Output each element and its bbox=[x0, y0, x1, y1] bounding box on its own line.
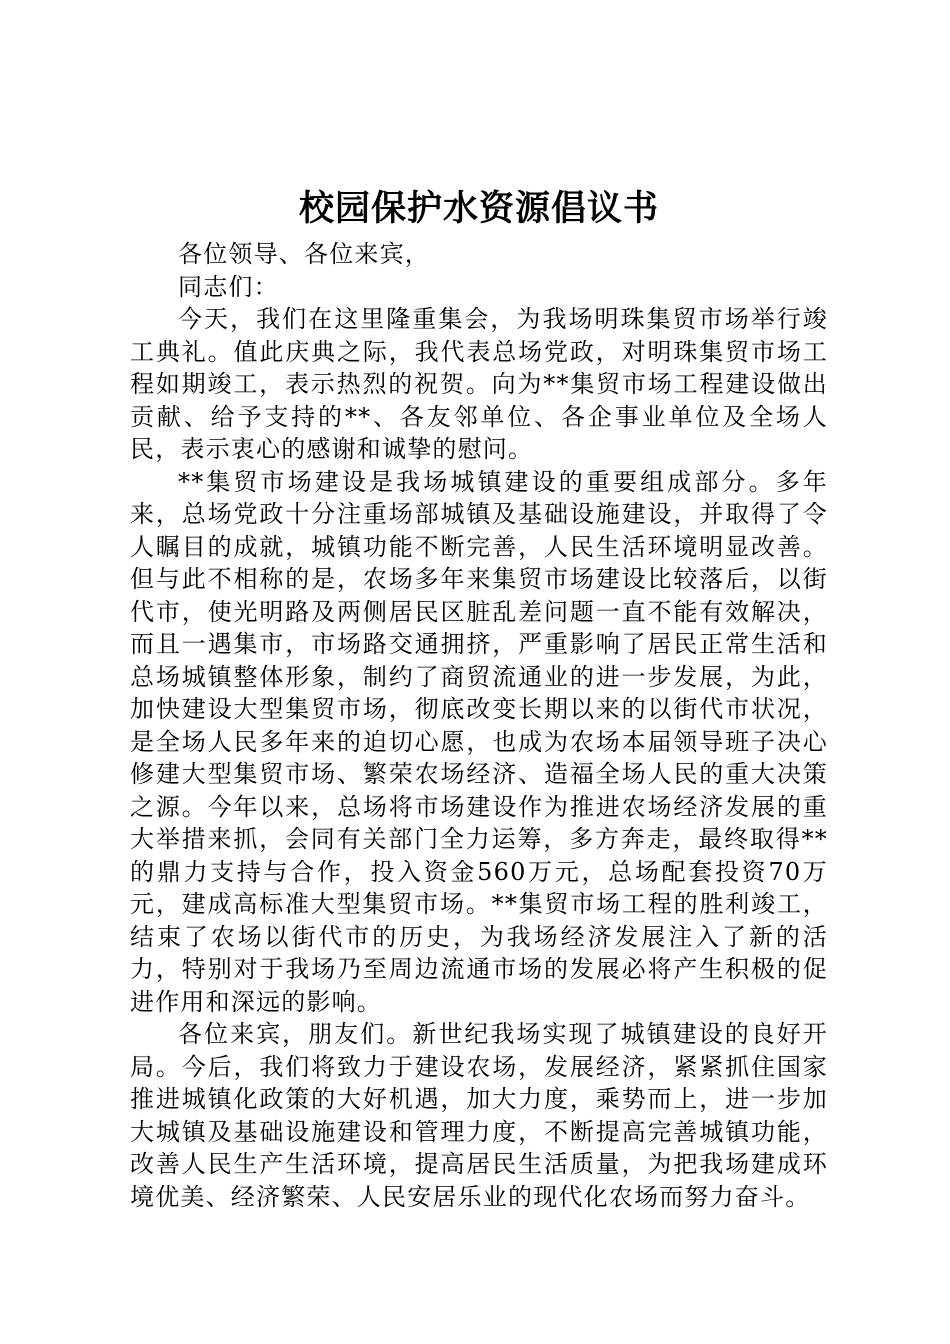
body-paragraph-1: 今天，我们在这里隆重集会，为我场明珠集贸市场举行竣工典礼。值此庆典之际，我代表总场党政，对明珠集贸市场工程如期竣工，表示热烈的祝贺。向为**集贸市场工程建设做出贡献、给予支持的**、各友邻单位、各企事业单位及全场人民，表示衷心的感谢和诚挚的慰问。 bbox=[130, 305, 828, 463]
salutation-line-1: 各位领导、各位来宾， bbox=[178, 240, 430, 268]
salutation-line-2: 同志们： bbox=[178, 272, 279, 301]
body-paragraph-2: **集贸市场建设是我场城镇建设的重要组成部分。多年来，总场党政十分注重场部城镇及基础设施建设，并取得了令人瞩目的成就，城镇功能不断完善，人民生活环境明显改善。但与此不相称的是，农场多年来集贸市场建设比较落后，以街代市，使光明路及两侧居民区脏乱差问题一直不能有效解决，而且一遇集市，市场路交通拥挤，严重影响了居民正常生活和总场城镇整体形象，制约了商贸流通业的进一步发展，为此，加快建设大型集贸市场，彻底改变长期以来的以街代市状况，是全场人民多年来的迫切心愿，也成为农场本届领导班子决心修建大型集贸市场、繁荣农场经济、造福全场人民的重大决策之源。今年以来，总场将市场建设作为推进农场经济发展的重大举措来抓，会同有关部门全力运筹，多方奔走，最终取得**的鼎力支持与合作，投入资金560万元，总场配套投资70万元，建成高标准大型集贸市场。**集贸市场工程的胜利竣工，结束了农场以街代市的历史，为我场经济发展注入了新的活力，特别对于我场乃至周边流通市场的发展必将产生积极的促进作用和深远的影响。 bbox=[130, 467, 828, 1016]
body-paragraph-3: 各位来宾，朋友们。新世纪我场实现了城镇建设的良好开局。今后，我们将致力于建设农场，发展经济，紧紧抓住国家推进城镇化政策的大好机遇，加大力度，乘势而上，进一步加大城镇及基础设施建设和管理力度，不断提高完善城镇功能，改善人民生产生活环境，提高居民生活质量，为把我场建成环境优美、经济繁荣、人民安居乐业的现代化农场而努力奋斗。 bbox=[130, 1020, 828, 1211]
document-title: 校园保护水资源倡议书 bbox=[298, 188, 659, 229]
document-page bbox=[130, 186, 828, 1213]
